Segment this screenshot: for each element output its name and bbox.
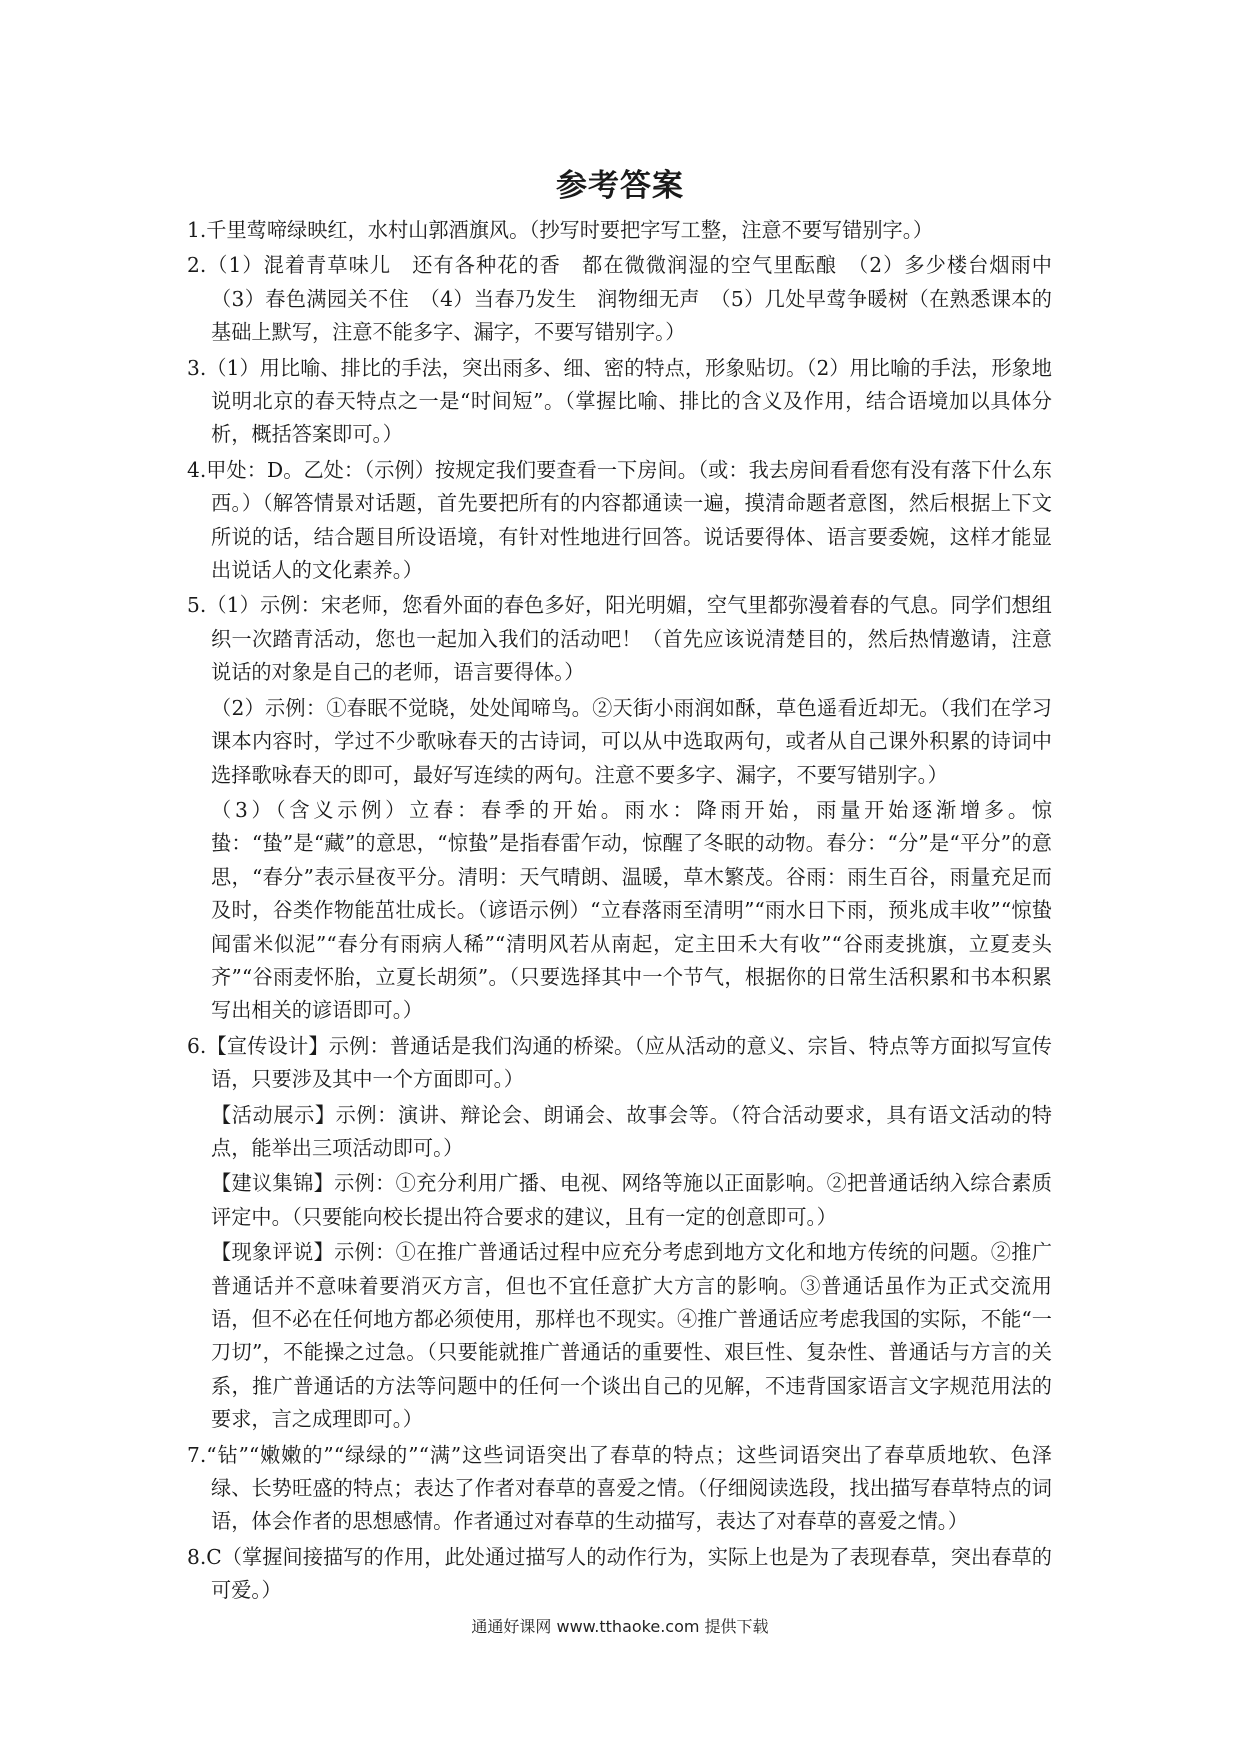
answer-6-part-3: 【建议集锦】示例：①充分利用广播、电视、网络等施以正面影响。②把普通话纳入综合素质评定中。（只要能向校长提出符合要求的建议，且有一定的创意即可。）	[211, 1171, 1052, 1229]
answer-5-part-2: （2）示例：①春眠不觉晓，处处闻啼鸟。②天街小雨润如酥，草色遥看近却无。（我们在学习课本内容时，学过不少歌咏春天的古诗词，可以从中选取两句，或者从自己课外积累的诗词中选择歌咏春天的即可，最好写连续的两句。注意不要多字、漏字，不要写错别字。）	[211, 695, 1052, 787]
answer-list	[187, 214, 1073, 1610]
answer-6-part-2: 【活动展示】示例：演讲、辩论会、朗诵会、故事会等。（符合活动要求，具有语文活动的特点，能举出三项活动即可。）	[211, 1102, 1052, 1160]
answer-6-part-1: 6.【宣传设计】示例：普通话是我们沟通的桥梁。（应从活动的意义、宗旨、特点等方面拟写宣传语，只要涉及其中一个方面即可。）	[187, 1033, 1052, 1092]
answer-7: 7.“钻”“嫩嫩的”“绿绿的”“满”这些词语突出了春草的特点；这些词语突出了春草质地软、色泽绿、长势旺盛的特点；表达了作者对春草的喜爱之情。（仔细阅读选段，找出描写春草特点的词语，体会作者的思想感情。作者通过对春草的生动描写，表达了对春草的喜爱之情。）	[187, 1442, 1052, 1534]
answer-6-part-4: 【现象评说】示例：①在推广普通话过程中应充分考虑到地方文化和地方传统的问题。②推广普通话并不意味着要消灭方言，但也不宜任意扩大方言的影响。③普通话虽作为正式交流用语，但不必在任何地方都必须使用，那样也不现实。④推广普通话应考虑我国的实际，不能“一刀切”，不能操之过急。（只要能就推广普通话的重要性、艰巨性、复杂性、普通话与方言的关系，推广普通话的方法等问题中的任何一个谈出自己的见解，不违背国家语言文字规范用法的要求，言之成理即可。）	[211, 1240, 1052, 1432]
answer-5-part-1: 5.（1）示例：宋老师，您看外面的春色多好，阳光明媚，空气里都弥漫着春的气息。同学们想组织一次踏青活动，您也一起加入我们的活动吧！（首先应该说清楚目的，然后热情邀请，注意说话的对象是自己的老师，语言要得体。）	[187, 593, 1052, 685]
answer-4: 4.甲处：D。乙处：（示例）按规定我们要查看一下房间。（或：我去房间看看您有没有落下什么东西。）（解答情景对话题，首先要把所有的内容都通读一遍，摸清命题者意图，然后根据上下文所说的话，结合题目所设语境，有针对性地进行回答。说话要得体、语言要委婉，这样才能显出说话人的文化素养。）	[187, 457, 1052, 583]
answer-8: 8.C（掌握间接描写的作用，此处通过描写人的动作行为，实际上也是为了表现春草，突出春草的可爱。）	[187, 1544, 1052, 1603]
page-title: 参考答案	[556, 168, 684, 204]
answer-2: 2.（1）混着青草味儿 还有各种花的香 都在微微润湿的空气里酝酿 （2）多少楼台烟雨中 （3）春色满园关不住 （4）当春乃发生 润物细无声 （5）几处早莺争暖树（在熟悉课本的基础上默写，注意不能多字、漏字，不要写错别字。）	[187, 253, 1073, 345]
answer-3: 3.（1）用比喻、排比的手法，突出雨多、细、密的特点，形象贴切。（2）用比喻的手法，形象地说明北京的春天特点之一是“时间短”。（掌握比喻、排比的含义及作用，结合语境加以具体分析，概括答案即可。）	[187, 355, 1052, 447]
answer-1: 1.千里莺啼绿映红，水村山郭酒旗风。（抄写时要把字写工整，注意不要写错别字。）	[187, 218, 934, 242]
page-footer: 通通好课网 www.tthaoke.com 提供下载	[471, 1617, 769, 1636]
answer-5-part-3: （3）（含义示例）立春：春季的开始。雨水：降雨开始，雨量开始逐渐增多。惊蛰：“蛰”是“藏”的意思，“惊蛰”是指春雷乍动，惊醒了冬眠的动物。春分：“分”是“平分”的意思，“春分”表示昼夜平分。清明：天气晴朗、温暖，草木繁茂。谷雨：雨生百谷，雨量充足而及时，谷类作物能茁壮成长。（谚语示例）“立春落雨至清明”“雨水日下雨，预兆成丰收”“惊蛰闻雷米似泥”“春分有雨病人稀”“清明风若从南起，定主田禾大有收”“谷雨麦挑旗，立夏麦头齐”“谷雨麦怀胎，立夏长胡须”。（只要选择其中一个节气，根据你的日常生活积累和书本积累写出相关的谚语即可。）	[211, 797, 1052, 1023]
